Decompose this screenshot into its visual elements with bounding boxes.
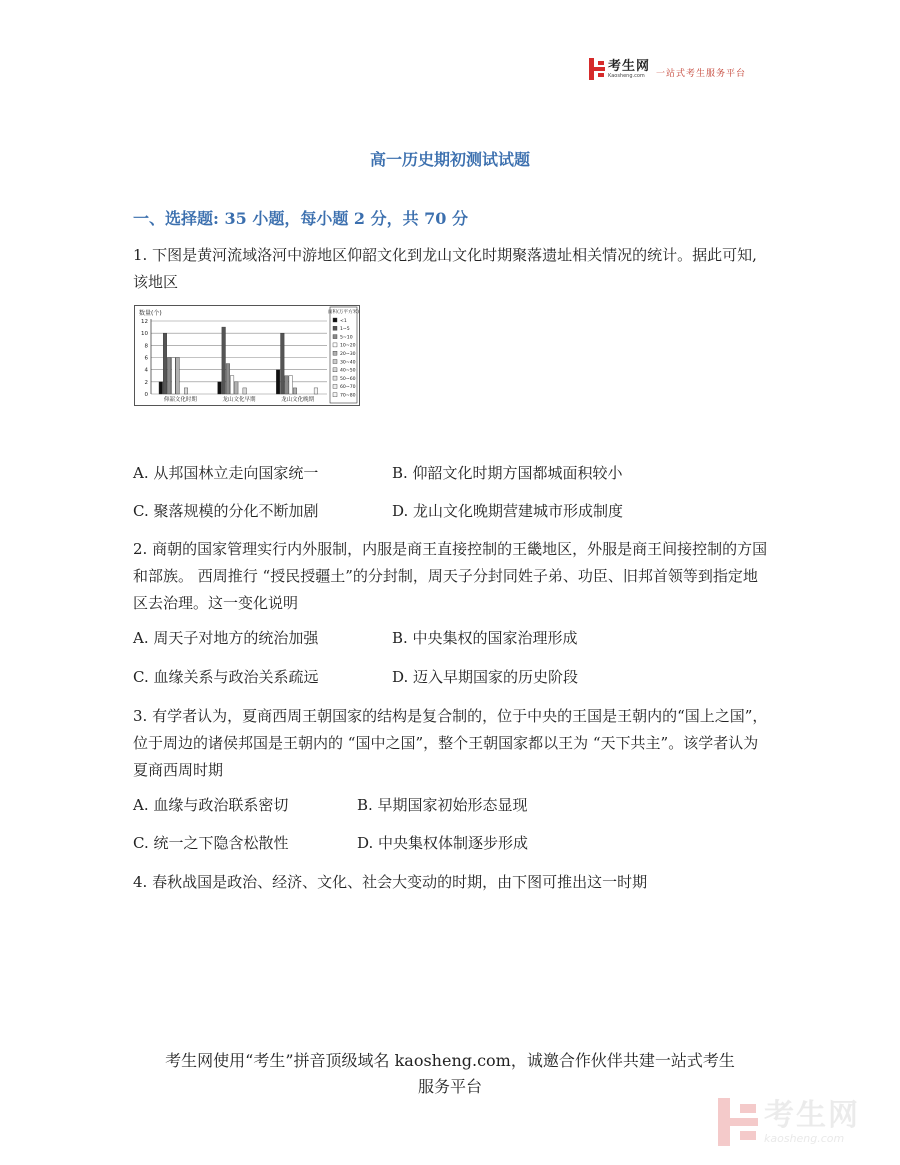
- chart-legend-label: <1: [340, 318, 347, 324]
- chart-bar: [243, 388, 247, 394]
- chart-legend-swatch: [333, 318, 337, 322]
- question-3-stem: 3. 有学者认为，夏商西周王朝国家的结构是复合制的，位于中央的王国是王朝内的“国上之国”，位于周边的诸侯邦国是王朝内的 “国中之国”，整个王朝国家都以王为 “天下共主”。该学者认为夏商西周时期: [133, 707, 768, 779]
- chart-legend-label: 40~50: [340, 368, 356, 374]
- question-2-option-a[interactable]: A. 周天子对地方的统治加强: [133, 629, 319, 647]
- chart-bar: [314, 388, 318, 394]
- question-2-option-d[interactable]: D. 迈入早期国家的历史阶段: [392, 668, 579, 686]
- chart-bar: [281, 333, 285, 394]
- question-3-option-a[interactable]: A. 血缘与政治联系密切: [133, 796, 289, 814]
- chart-legend-swatch: [333, 360, 337, 364]
- chart-bar: [167, 358, 171, 395]
- chart-legend-swatch: [333, 368, 337, 372]
- chart-legend-label: 70~80: [340, 393, 356, 399]
- chart-legend-swatch: [333, 384, 337, 388]
- question-2-stem: 2. 商朝的国家管理实行内外服制，内服是商王直接控制的王畿地区，外服是商王间接控制的方国和部族。 西周推行 “授民授疆土”的分封制，周天子分封同姓子弟、功臣、旧邦首领等到指定地区去治理。这一变化说明: [133, 540, 768, 612]
- question-1-option-d[interactable]: D. 龙山文化晚期营建城市形成制度: [392, 502, 624, 520]
- chart-bar: [289, 376, 293, 394]
- chart-bar: [159, 382, 163, 394]
- chart-legend-swatch: [333, 335, 337, 339]
- chart-svg: [135, 306, 359, 405]
- question-1-option-a[interactable]: A. 从邦国林立走向国家统一: [133, 464, 319, 482]
- chart-bar: [234, 382, 238, 394]
- chart-legend-label: 1~5: [340, 327, 350, 333]
- footer-line-2: 服务平台: [417, 1077, 482, 1096]
- chart-bar: [285, 376, 289, 394]
- chart-x-tick-label: 龙山文化晚期: [281, 397, 315, 403]
- chart-legend-label: 10~20: [340, 343, 356, 349]
- kaosheng-logo-icon: [589, 58, 605, 80]
- question-3-option-c[interactable]: C. 统一之下隐含松散性: [133, 834, 289, 852]
- chart-bar: [230, 376, 234, 394]
- header-logo: [589, 58, 746, 80]
- logo-name: 考生网: [608, 58, 651, 74]
- chart-y-tick-label: 6: [144, 355, 148, 362]
- chart-legend-label: 5~10: [340, 335, 353, 341]
- logo-domain: Kaosheng.com: [608, 72, 645, 79]
- watermark-domain: kaosheng.com: [764, 1131, 845, 1145]
- question-1-stem: 1. 下图是黄河流域洛河中游地区仰韶文化到龙山文化时期聚落遗址相关情况的统计。据此可知, 该地区: [133, 246, 757, 291]
- chart-bar: [218, 382, 222, 394]
- chart-bar: [172, 358, 176, 395]
- settlement-bar-chart: [134, 305, 360, 406]
- chart-y-tick-label: 12: [141, 319, 148, 325]
- question-3-option-b[interactable]: B. 早期国家初始形态显现: [357, 796, 528, 814]
- chart-x-tick-label: 仰韶文化时期: [163, 397, 197, 403]
- question-1-option-b[interactable]: B. 仰韶文化时期方国都城面积较小: [392, 464, 623, 482]
- chart-y-tick-label: 2: [144, 379, 148, 386]
- chart-legend-label: 30~40: [340, 360, 356, 366]
- chart-x-tick-label: 龙山文化早期: [222, 397, 256, 403]
- footer-line-1: 考生网使用“考生”拼音顶级域名 kaosheng.com，诚邀合作伙伴共建一站式考生: [165, 1051, 735, 1070]
- chart-bar: [176, 358, 180, 395]
- section-title: 一、选择题: 35 小题，每小题 2 分，共 70 分: [133, 209, 468, 228]
- chart-bar: [293, 388, 297, 394]
- chart-bar: [184, 388, 188, 394]
- watermark-logo-icon: [718, 1098, 758, 1146]
- chart-bar: [276, 370, 280, 394]
- chart-y-tick-label: 8: [144, 343, 148, 350]
- chart-legend-swatch: [333, 326, 337, 330]
- chart-legend-title: 面积(万平方米): [327, 310, 359, 315]
- chart-bar: [163, 333, 167, 394]
- watermark: [718, 1098, 860, 1146]
- question-1-option-c[interactable]: C. 聚落规模的分化不断加剧: [133, 502, 319, 520]
- chart-ylabel: 数量(个): [139, 310, 162, 317]
- chart-bar: [222, 327, 226, 394]
- question-4-stem: 4. 春秋战国是政治、经济、文化、社会大变动的时期，由下图可推出这一时期: [133, 873, 648, 891]
- chart-legend-swatch: [333, 351, 337, 355]
- chart-y-tick-label: 0: [144, 392, 148, 398]
- question-2-option-b[interactable]: B. 中央集权的国家治理形成: [392, 629, 578, 647]
- chart-bar: [226, 364, 230, 394]
- question-2-option-c[interactable]: C. 血缘关系与政治关系疏远: [133, 668, 319, 686]
- chart-y-tick-label: 4: [144, 367, 148, 374]
- chart-legend-label: 20~30: [340, 352, 356, 357]
- chart-legend-swatch: [333, 343, 337, 347]
- chart-legend-swatch: [333, 393, 337, 397]
- footer: [0, 1048, 900, 1100]
- logo-slogan: 一站式考生服务平台: [656, 68, 747, 79]
- document-title: 高一历史期初测试试题: [369, 150, 530, 169]
- chart-y-tick-label: 10: [141, 331, 148, 338]
- chart-legend-label: 60~70: [340, 385, 356, 391]
- watermark-name: 考生网: [764, 1097, 860, 1133]
- chart-legend-label: 50~60: [340, 376, 356, 382]
- question-3-option-d[interactable]: D. 中央集权体制逐步形成: [357, 834, 529, 852]
- chart-legend-swatch: [333, 376, 337, 380]
